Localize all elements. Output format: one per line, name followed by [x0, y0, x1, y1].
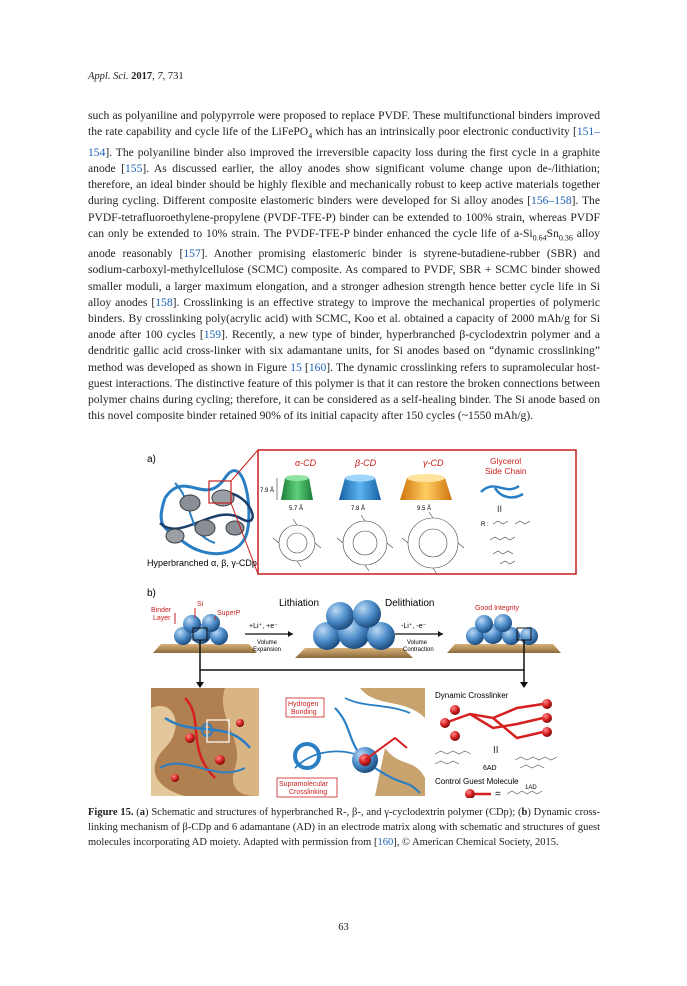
lithiation-label: Lithiation: [279, 598, 320, 609]
particle-cluster-recovered: [466, 614, 538, 645]
paragraph-run: such as polyaniline and polypyrrole were proposed to replace PVDF. These multifunctional binders improved the rate capability and cycle life of the LiFePO: [88, 109, 600, 139]
binder-layer-label-2: Layer: [153, 615, 171, 622]
caption-run: b: [521, 807, 528, 818]
equals-sign: =: [495, 789, 501, 798]
journal-volume: 7: [157, 71, 163, 82]
paragraph-run: alloy anode reasonably [: [88, 226, 600, 261]
paragraph-run: 4: [308, 131, 313, 141]
citation-link[interactable]: 15: [290, 360, 302, 374]
paragraph-run: ]. Crosslinking is an effective strategy to improve the mechanical properties of polymeric binders. By crosslinking poly(acrylic acid) with SCMC, Koo et al. obtained a capacity of 2000 mAh/g for Si anode after 100 cycles [: [88, 295, 600, 342]
page-number: 63: [338, 922, 349, 933]
supramolecular-label-1: Supramolecular: [279, 781, 329, 788]
panel-b-label: b): [147, 588, 156, 599]
citation-link[interactable]: 158: [155, 295, 173, 309]
journal-name: Appl. Sci.: [88, 71, 129, 82]
good-integrity-label: Good Integrity: [475, 605, 519, 612]
r-group-label: R :: [481, 522, 489, 528]
volume-contraction-1: Volume: [407, 640, 428, 646]
volume-contraction-2: Contraction: [403, 647, 434, 653]
height-label: 7.9 Å: [260, 488, 275, 494]
svg-text:II: II: [493, 745, 499, 756]
six-ad-label: 6AD: [483, 765, 497, 772]
guest-molecules: [435, 691, 557, 798]
one-ad-structure: [507, 791, 542, 794]
citation-link[interactable]: 157: [183, 247, 201, 261]
caption-run: ) Schematic and structures of hyperbranched R-, β-, and γ-cyclodextrin polymer (CDp); (: [145, 807, 522, 818]
citation-link[interactable]: 155: [124, 161, 143, 175]
glycerol-label-2: Side Chain: [485, 466, 527, 476]
caption-run: ], © American Chemical Society, 2015.: [393, 837, 559, 848]
delithiation-condition: -Li⁺, -e⁻: [401, 623, 427, 630]
one-ad-label: 1AD: [525, 785, 537, 791]
paragraph-run: ]. Recently, a new type of binder, hyperbranched β-cyclodextrin polymer and a dendritic gallic acid cross-linker with six adamantane units, for Si anodes based on “dynamic crosslinking” method was developed as shown in Figure: [88, 328, 600, 374]
volume-expansion-2: Expansion: [253, 647, 282, 653]
caption-run: a: [139, 807, 146, 818]
alpha-cd-cone: [281, 478, 313, 500]
paragraph-run: ]. The dynamic crosslinking refers to supramolecular host-guest interactions. The distinctive feature of this polymer is that it can restore the broken connections between polymer chains during cycling; therefore, it can be considered as a self-healing binder. The Si anode based on this novel composite binder retained 90% of its initial capacity after 150 cycles (~1550 mAh/g).: [88, 360, 600, 423]
hyperbranched-polymer-illustration: [160, 450, 258, 574]
delithiation-label: Delithiation: [385, 598, 435, 609]
caption-run: ) Dynamic cross-linking mechanism of β-CDp and 6 adamantane (AD) in an electrode matrix along with schematic and structures of guest molecules incorporating AD moiety. Adapted with permission from [: [88, 807, 601, 848]
paragraph-run: Sn: [546, 226, 559, 240]
si-label: Si: [197, 601, 204, 608]
svg-text:II: II: [497, 504, 503, 514]
figure-caption: [88, 805, 600, 850]
supramolecular-label-2: Crosslinking: [289, 789, 328, 796]
caption-text: [88, 807, 600, 848]
citation-link[interactable]: 160: [308, 360, 327, 374]
citation-link[interactable]: 159: [203, 328, 222, 342]
running-header: Appl. Sci. 2017, 7, 731: [88, 71, 184, 82]
lithiation-condition: +Li⁺, +e⁻: [249, 623, 278, 630]
particle-cluster-expanded: [313, 600, 395, 650]
control-guest-label: Control Guest Molecule: [435, 777, 519, 786]
hydrogen-bonding-label-1: Hydrogen: [288, 701, 319, 708]
cyclodextrin-detail-frame: [258, 450, 576, 574]
figure-15: [145, 448, 583, 798]
citation-link[interactable]: 160: [377, 837, 394, 848]
figure-15-graphic: [145, 448, 583, 798]
dynamic-crosslinker-label: Dynamic Crosslinker: [435, 691, 509, 700]
paragraph-run: 0.64: [532, 233, 547, 243]
alpha-cd-label: α-CD: [295, 458, 317, 468]
hyperbranched-caption: Hyperbranched α, β, γ-CDp: [147, 558, 257, 568]
paragraph-run: ]. As discussed earlier, the alloy anodes show significant volume change upon de-/lithiation; therefore, an ideal binder should be highly flexible and mechanically robust to keep active materials together during cycling. Different composite elastomeric binders were developed for Si alloy anodes [: [88, 161, 600, 208]
paragraph-run: ]. Another promising elastomeric binder is styrene-butadiene-rubber (SBR) and sodium-carboxyl-methylcellulose (SCMC) composite. As compared to PVDF, SBR + SCMC binder showed smaller moduli, a larger maximum elongation, and a stronger adhesion strength hence better cycle life in Si alloy anodes [: [88, 247, 600, 309]
beta-cd-label: β-CD: [355, 458, 377, 468]
paragraph-run: which has an intrinsically poor electronic conductivity [: [312, 125, 577, 139]
citation-link[interactable]: 151–154: [88, 125, 601, 159]
lithiation-schematic: [151, 598, 561, 658]
citation-link[interactable]: 156–158: [531, 194, 572, 208]
binder-layer-label-1: Binder: [151, 607, 172, 614]
gamma-width-label: 9.5 Å: [417, 506, 432, 512]
article-number: 731: [167, 71, 184, 82]
alpha-width-label: 5.7 Å: [289, 506, 304, 512]
journal-year: 2017: [131, 71, 153, 82]
paragraph-run: ]. The PVDF-tetrafluoroethylene-propylene (PVDF-TFE-P) binder can be extended to 100% strain, whereas PVDF can only be extended to 10% strain. The PVDF-TFE-P binder enhanced the cycle life of a-Si: [88, 194, 600, 240]
electrode-matrix-render: [151, 688, 259, 796]
caption-run: Figure 15.: [88, 807, 134, 818]
superp-label: SuperP: [217, 610, 241, 617]
caption-run: (: [133, 807, 140, 818]
volume-expansion-1: Volume: [257, 640, 278, 646]
glycerol-label-1: Glycerol: [490, 456, 522, 466]
hydrogen-bonding-label-2: Bonding: [291, 709, 317, 716]
supramolecular-zoom: [275, 688, 425, 797]
body-paragraph: [88, 108, 600, 424]
panel-a-label: a): [147, 454, 156, 465]
paragraph-run: ]. The polyaniline binder also improved the irreversible capacity loss during the first cycle in a graphite anode [: [88, 145, 600, 175]
particle-cluster-pristine: [174, 614, 228, 645]
paragraph-run: [: [301, 360, 309, 374]
gamma-cd-label: γ-CD: [423, 458, 444, 468]
beta-width-label: 7.8 Å: [351, 506, 366, 512]
paragraph-run: 0.36: [558, 233, 573, 243]
paragraph-text: [88, 108, 600, 424]
